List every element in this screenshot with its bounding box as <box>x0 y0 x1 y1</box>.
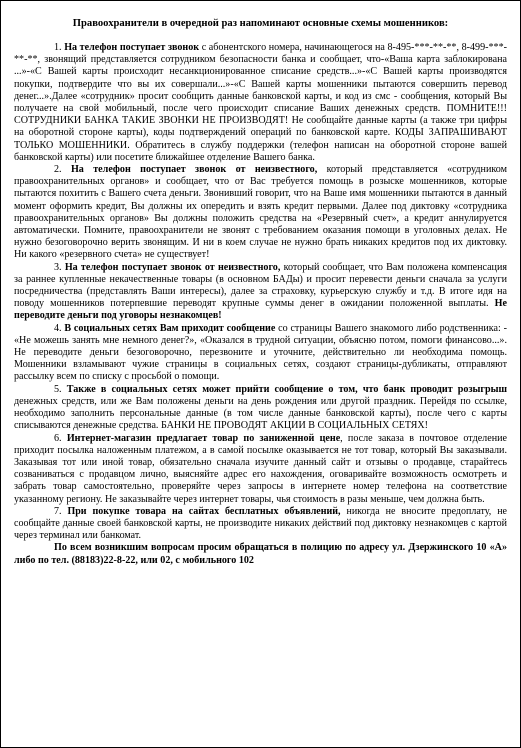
item-lead: Интернет-магазин предлагает товар по заниженной цене <box>66 432 341 444</box>
item-number: 7. <box>54 505 62 517</box>
item-text: со страницы Вашего знакомого либо родственника: - «Не можешь занять мне немного денег?», «Оказался в трудной ситуации, объясню потом, помоги финансово...». Не переводите деньги безоговорочно, перезвоните и уточните, действительно ли необходима помощь. Мошенники взламывают чужие страницы в социальных сетях, создают страницы-дубликаты, отправляют рассылку всем по списку с просьбой о помощи. <box>14 322 507 383</box>
item-number: 1. <box>54 42 62 53</box>
item-lead: Также в социальных сетях может прийти сообщение о том, что банк проводит розыгрыш <box>66 383 508 395</box>
item-number: 3. <box>54 261 62 273</box>
item-text: с абонентского номера, начинающегося на 8-495-***-**-**, 8-499-***-**-**, звонящий представляется сотрудником безопасности банка и сообщает, что-«Ваша карта заблокирована ...»-«С Вашей карты происходит несанкционированное списание средств...»-«С Вашей карты производятся покупки, подтвердите что вы их совершали...»-«С Вашей карты мошенники пытаются совершить перевод денег...».Далее «сотрудник» просит сообщить данные банковской карты, и код из смс - сообщения, который Вы получаете на свой мобильный, после чего происходит списание Ваших денежных средств. <box>14 42 507 115</box>
item-number: 2. <box>54 164 62 176</box>
item-7 <box>14 506 507 543</box>
item-lead: На телефон поступает звонок <box>64 42 200 53</box>
item-text: денежных средств, или же Вам положены деньги на день рождения или другой праздник. Перейдя по ссылке, необходимо заполнить персональные данные (в том числе данные банковской карты), после чего с карты списываются денежные средства. <box>14 395 507 432</box>
item-text: , после заказа в почтовое отделение приходит посылка наложенным платежом, а в самой посылке оказывается не тот товар, который Вы заказывали. Заказывая тот или иной товар, обязательно сначала изучите данный сайт и отзывы о продавце, старайтесь созваниваться с продавцом лично, выясняйте адрес его нахождения, оговаривайте возможность осмотреть и забрать товар самостоятельно, проверяйте через запросы в интернете номер телефона на соответствие указанному региону. Не заказывайте через интернет товары, чья стоимость в разы меньше, чем должна быть. <box>14 432 507 505</box>
item-caps: КОДЫ ЗАПРАШИВАЮТ ТОЛЬКО МОШЕННИКИ. <box>14 127 507 151</box>
document-title: Правоохранители в очередной раз напоминают основные схемы мошенников: <box>72 18 449 29</box>
item-text: который представляется «сотрудником правоохранительных органов» и сообщает, что от Вас требуется помощь в розыске мошенников, которые пытаются похитить с Вашего счета деньги. Звонивший говорит, что на Ваше имя мошенники пытаются в данный момент оформить кредит, Вы должны их опередить и взять кредит первыми. Далее под диктовку «сотрудника правоохранительных органов» Вы должны положить средства на «Резервный счет», а кредит аннулируется автоматически. Помните, правоохранители не звонят с требованием оказания помощи в уголовных делах. Не нужно безоговорочно верить звонящим. И ни в коем случае не нужно брать никаких кредитов под их диктовку. Ни какого «резервного счета» не существует! <box>14 164 507 261</box>
item-caps: ПОМНИТЕ!!! СОТРУДНИКИ БАНКА ТАКИЕ ЗВОНКИ НЕ ПРОИЗВОДЯТ! <box>14 103 507 127</box>
item-bold-end: Не переводите деньги под уговоры незнакомцев! <box>14 298 507 322</box>
item-lead: При покупке товара на сайтах бесплатных объявлений, <box>67 505 341 517</box>
item-caps: БАНКИ НЕ ПРОВОДЯТ АКЦИИ В СОЦИАЛЬНЫХ СЕТЯХ! <box>160 420 429 432</box>
item-lead: На телефон поступает звонок от неизвестного, <box>70 164 318 176</box>
item-lead: На телефон поступает звонок от неизвестного, <box>64 261 281 273</box>
item-5 <box>14 384 507 433</box>
item-lead: В социальных сетях Вам приходит сообщение <box>64 322 276 334</box>
item-6 <box>14 433 507 506</box>
item-text: никогда не вносите предоплату, не сообщайте данные своей банковской карты, не производите никаких действий под диктовку незнакомцев с картой через терминал или банкомат. <box>14 505 507 542</box>
item-text: Не сообщайте данные карты (а также три цифры на оборотной стороне карты), коды подтверждений операций по банковской карте. <box>14 115 507 139</box>
item-number: 6. <box>54 432 62 444</box>
item-text: который сообщает, что Вам положена компенсация за раннее купленные некачественные товары (в основном БАДы) и просит перевести деньги сначала за услуги посредничества (представлять Ваши интересы), далее за страховку, курьерскую службу и т.д. В итоге идя на поводу мошенников потерпевшие переводят крупные суммы денег в ожидании положенной выплаты. <box>14 261 508 310</box>
item-number: 4. <box>54 322 62 334</box>
item-4 <box>14 323 507 384</box>
item-text: Обратитесь в службу поддержки (телефон написан на оборотной стороне вашей банковской карты) или посетите ближайшее отделение Вашего банка. <box>14 139 508 163</box>
item-3 <box>14 262 507 323</box>
contact-footer: По всем возникшим вопросам просим обращаться в полицию по адресу ул. Дзержинского 10 «А» либо по тел. (88183)22-8-22, или 02, с мобильного 102 <box>14 542 507 566</box>
item-1 <box>14 42 507 164</box>
item-2 <box>14 164 507 262</box>
item-number: 5. <box>54 383 62 395</box>
